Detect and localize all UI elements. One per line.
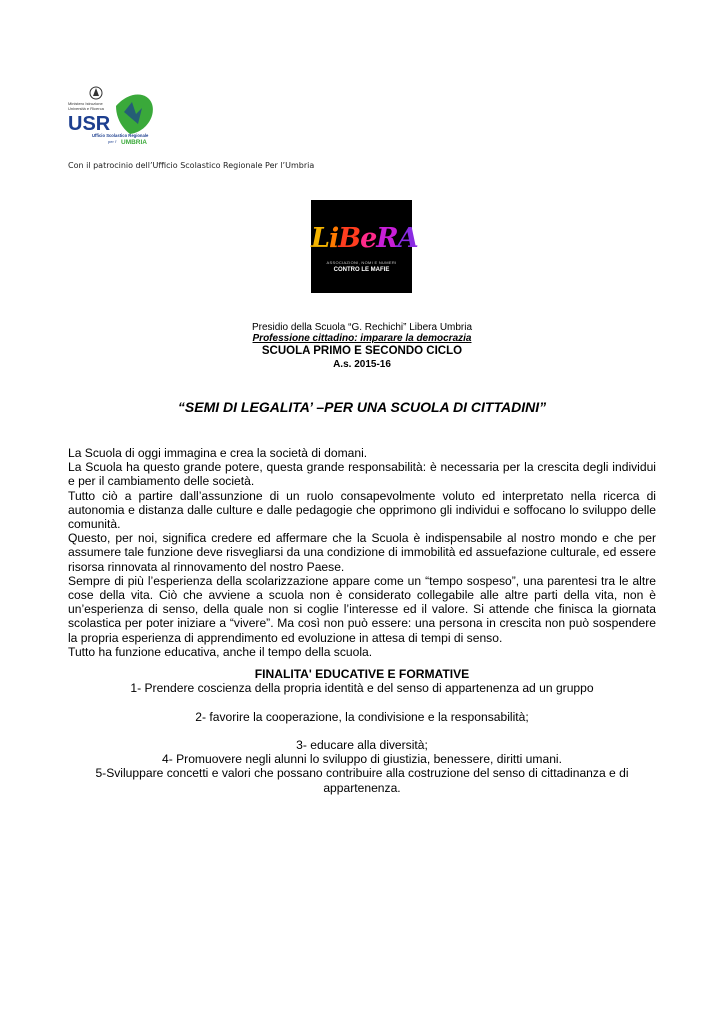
finalita-item: 1- Prendere coscienza della propria identità e del senso di appartenenza ad un gruppo: [130, 681, 594, 696]
school-cycle: SCUOLA PRIMO E SECONDO CICLO: [261, 345, 463, 357]
italian-emblem-icon: [90, 87, 102, 99]
libera-logo: [311, 200, 418, 293]
paragraph: La Scuola ha questo grande potere, questa grande responsabilità: è necessaria per la crescita degli individui e per il cambiamento delle società.: [68, 460, 656, 489]
paragraph: Sempre di più l’esperienza della scolarizzazione appare come un “tempo sospeso”, una parentesi tra le altre cose della vita. Ciò che avviene a scuola non è considerato collegabile alle altre parti della vita, non è un’esperienza di senso, della quale non si coglie l’interesse ed il valore. Si attende che finisca la giornata scolastica per poter iniziare a “vivere”. Ma così non può essere: una persona in crescita non può sospendere la propria esperienza di apprendimento ed evoluzione in attesa di tempi di senso.: [68, 573, 656, 645]
usr-region-name: UMBRIA: [121, 139, 147, 146]
libera-letter: R: [376, 223, 398, 254]
patronage-text: Con il patrocinio dell’Ufficio Scolastico Regionale Per l’Umbria: [68, 161, 315, 170]
spacer: [0, 724, 724, 738]
paragraph: Questo, per noi, significa credere ed affermare che la Scuola è indispensabile al nostro mondo e che per assumere tale funzione deve risvegliarsi da una condizione di immobilità ed assuefazione culturale, ed essere risorsa rinnovata al rinnovamento del nostro Paese.: [68, 531, 656, 574]
paragraph: Tutto ha funzione educativa, anche il tempo della scuola.: [68, 644, 373, 659]
libera-letter: i: [328, 223, 339, 254]
libera-letter: e: [360, 223, 377, 254]
libera-letter: B: [338, 223, 361, 254]
paragraph: La Scuola di oggi immagina e crea la società di domani.: [68, 446, 368, 460]
finalita-item: 2- favorire la cooperazione, la condivisione e la responsabilità;: [195, 709, 529, 724]
libera-subtitle: ASSOCIAZIONI, NOMI E NUMERI: [326, 260, 397, 265]
body-text: [68, 446, 656, 659]
usr-logo-graphic: [66, 84, 166, 156]
presidio-line: Presidio della Scuola “G. Rechichi” Libera Umbria: [251, 322, 473, 333]
spacer: [0, 695, 724, 709]
usr-office-line-2: per l': [108, 139, 117, 144]
usr-ministry-line-1: Ministero Istruzione: [68, 101, 103, 106]
usr-ministry-line-2: Università e Ricerca: [68, 106, 104, 111]
document-title: “SEMI DI LEGALITA’ –PER UNA SCUOLA DI CITTADINI”: [177, 399, 547, 415]
usr-umbria-logo: [66, 84, 166, 156]
usr-office-line-1: Ufficio Scolastico Regionale: [92, 133, 149, 138]
finalita-item: 3- educare alla diversità;: [296, 737, 428, 752]
finalita-section: [0, 667, 724, 795]
project-title: Professione cittadino: imparare la democrazia: [252, 333, 472, 344]
libera-letter: L: [311, 223, 329, 254]
school-year: A.s. 2015-16: [333, 359, 391, 370]
finalita-item: 5-Sviluppare concetti e valori che possano contribuire alla costruzione del senso di cittadinanza e di appartenenza.: [95, 766, 629, 795]
libera-letter: A: [397, 223, 418, 254]
finalita-item: 4- Promuovere negli alunni lo sviluppo di giustizia, benessere, diritti umani.: [162, 752, 562, 767]
libera-tagline: CONTRO LE MAFIE: [333, 267, 390, 273]
paragraph: Tutto ciò a partire dall’assunzione di un ruolo consapevolmente voluto ed interpretato nella ricerca di autonomia e distanza dalle culture e dalle pedagogie che opprimono gli individui e soffocano lo sviluppo delle comunità.: [68, 488, 656, 532]
finalita-heading: FINALITA' EDUCATIVE E FORMATIVE: [254, 667, 470, 681]
usr-acronym: USR: [68, 113, 111, 135]
libera-wordmark: [311, 223, 418, 254]
